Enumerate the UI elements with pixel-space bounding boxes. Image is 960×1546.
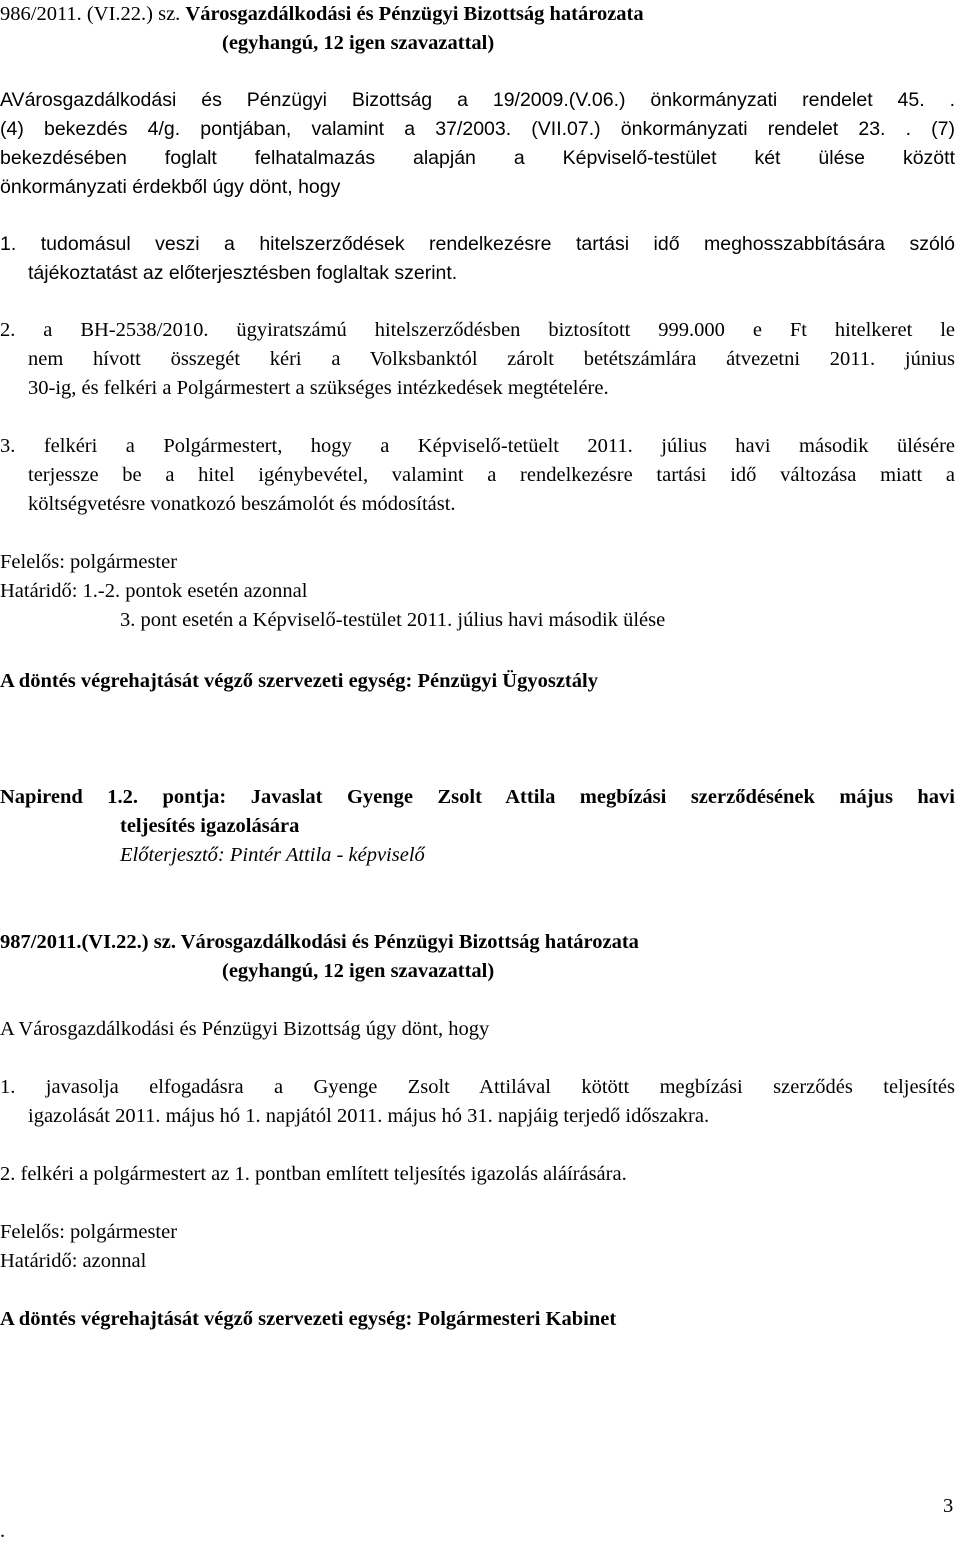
resolution-2-title: Városgazdálkodási és Pénzügyi Bizottság határozata: [180, 931, 639, 953]
resolution-1-item-2-line-2: nem hívott összegét kéri a Volksbanktól zárolt betétszámlára átvezetni 2011. június: [28, 348, 955, 370]
resolution-1-intro-line-1: AVárosgazdálkodási és Pénzügyi Bizottság a 19/2009.(V.06.) önkormányzati rendelet 45. .: [0, 89, 955, 111]
resolution-1-item-2-line-3: 30-ig, és felkéri a Polgármestert a szükséges intézkedések megtételére.: [28, 377, 609, 399]
resolution-1-intro-line-4: önkormányzati érdekből úgy dönt, hogy: [0, 176, 341, 198]
resolution-1-title: Városgazdálkodási és Pénzügyi Bizottság határozata: [185, 3, 644, 25]
resolution-1-deadline-2: 3. pont esetén a Képviselő-testület 2011. július havi második ülése: [120, 609, 666, 631]
resolution-1-intro-line-3: bekezdésében foglalt felhatalmazás alapján a Képviselő-testület két ülése között: [0, 147, 955, 169]
resolution-2-number: 987/2011.(VI.22.) sz.: [0, 931, 176, 953]
resolution-1-item-3-line-2: terjessze be a hitel igénybevétel, valamint a rendelkezésre tartási idő változása miatt a: [28, 464, 955, 486]
resolution-2-vote: (egyhangú, 12 igen szavazattal): [222, 960, 495, 982]
resolution-1-responsible: Felelős: polgármester: [0, 551, 178, 573]
resolution-2-item-1-line-1: 1. javasolja elfogadásra a Gyenge Zsolt Attilával kötött megbízási szerződés teljesítés: [0, 1076, 955, 1098]
resolution-1-item-1-line-2: tájékoztatást az előterjesztésben foglaltak szerint.: [28, 262, 458, 284]
resolution-2-deadline: Határidő: azonnal: [0, 1250, 147, 1272]
resolution-1-deadline: Határidő: 1.-2. pontok esetén azonnal: [0, 580, 308, 602]
footer-dot: .: [0, 1520, 6, 1542]
resolution-2-executor: A döntés végrehajtását végző szervezeti egység: Polgármesteri Kabinet: [0, 1308, 617, 1330]
resolution-1-item-2-line-1: 2. a BH-2538/2010. ügyiratszámú hitelszerződésben biztosított 999.000 e Ft hitelkeret le: [0, 319, 955, 341]
resolution-1-executor: A döntés végrehajtását végző szervezeti egység: Pénzügyi Ügyosztály: [0, 670, 598, 692]
resolution-1-number: 986/2011. (VI.22.) sz.: [0, 3, 181, 25]
resolution-1-intro-line-2: (4) bekezdés 4/g. pontjában, valamint a 37/2003. (VII.07.) önkormányzati rendelet 23. . (7): [0, 118, 955, 140]
page-number: 3: [943, 1495, 954, 1517]
resolution-2-responsible: Felelős: polgármester: [0, 1221, 178, 1243]
resolution-2-item-1-line-2: igazolását 2011. május hó 1. napjától 2011. május hó 31. napjáig terjedő időszakra.: [28, 1105, 710, 1127]
agenda-presenter: Előterjesztő: Pintér Attila - képviselő: [120, 844, 425, 866]
resolution-2-item-2: 2. felkéri a polgármestert az 1. pontban említett teljesítés igazolás aláírására.: [0, 1163, 627, 1185]
agenda-title-line-2: teljesítés igazolására: [120, 815, 300, 837]
resolution-1-vote: (egyhangú, 12 igen szavazattal): [222, 32, 495, 54]
agenda-title-line-1: Napirend 1.2. pontja: Javaslat Gyenge Zsolt Attila megbízási szerződésének május havi: [0, 786, 955, 808]
resolution-1-item-3-line-1: 3. felkéri a Polgármestert, hogy a Képviselő-tetüelt 2011. július havi második ülésére: [0, 435, 955, 457]
resolution-2-heading: [0, 928, 639, 957]
resolution-1-heading: [0, 0, 644, 29]
resolution-1-item-1-line-1: 1. tudomásul veszi a hitelszerződések rendelkezésre tartási idő meghosszabbítására szóló: [0, 233, 955, 255]
resolution-1-item-3-line-3: költségvetésre vonatkozó beszámolót és módosítást.: [28, 493, 456, 515]
resolution-2-intro: A Városgazdálkodási és Pénzügyi Bizottság úgy dönt, hogy: [0, 1018, 490, 1040]
